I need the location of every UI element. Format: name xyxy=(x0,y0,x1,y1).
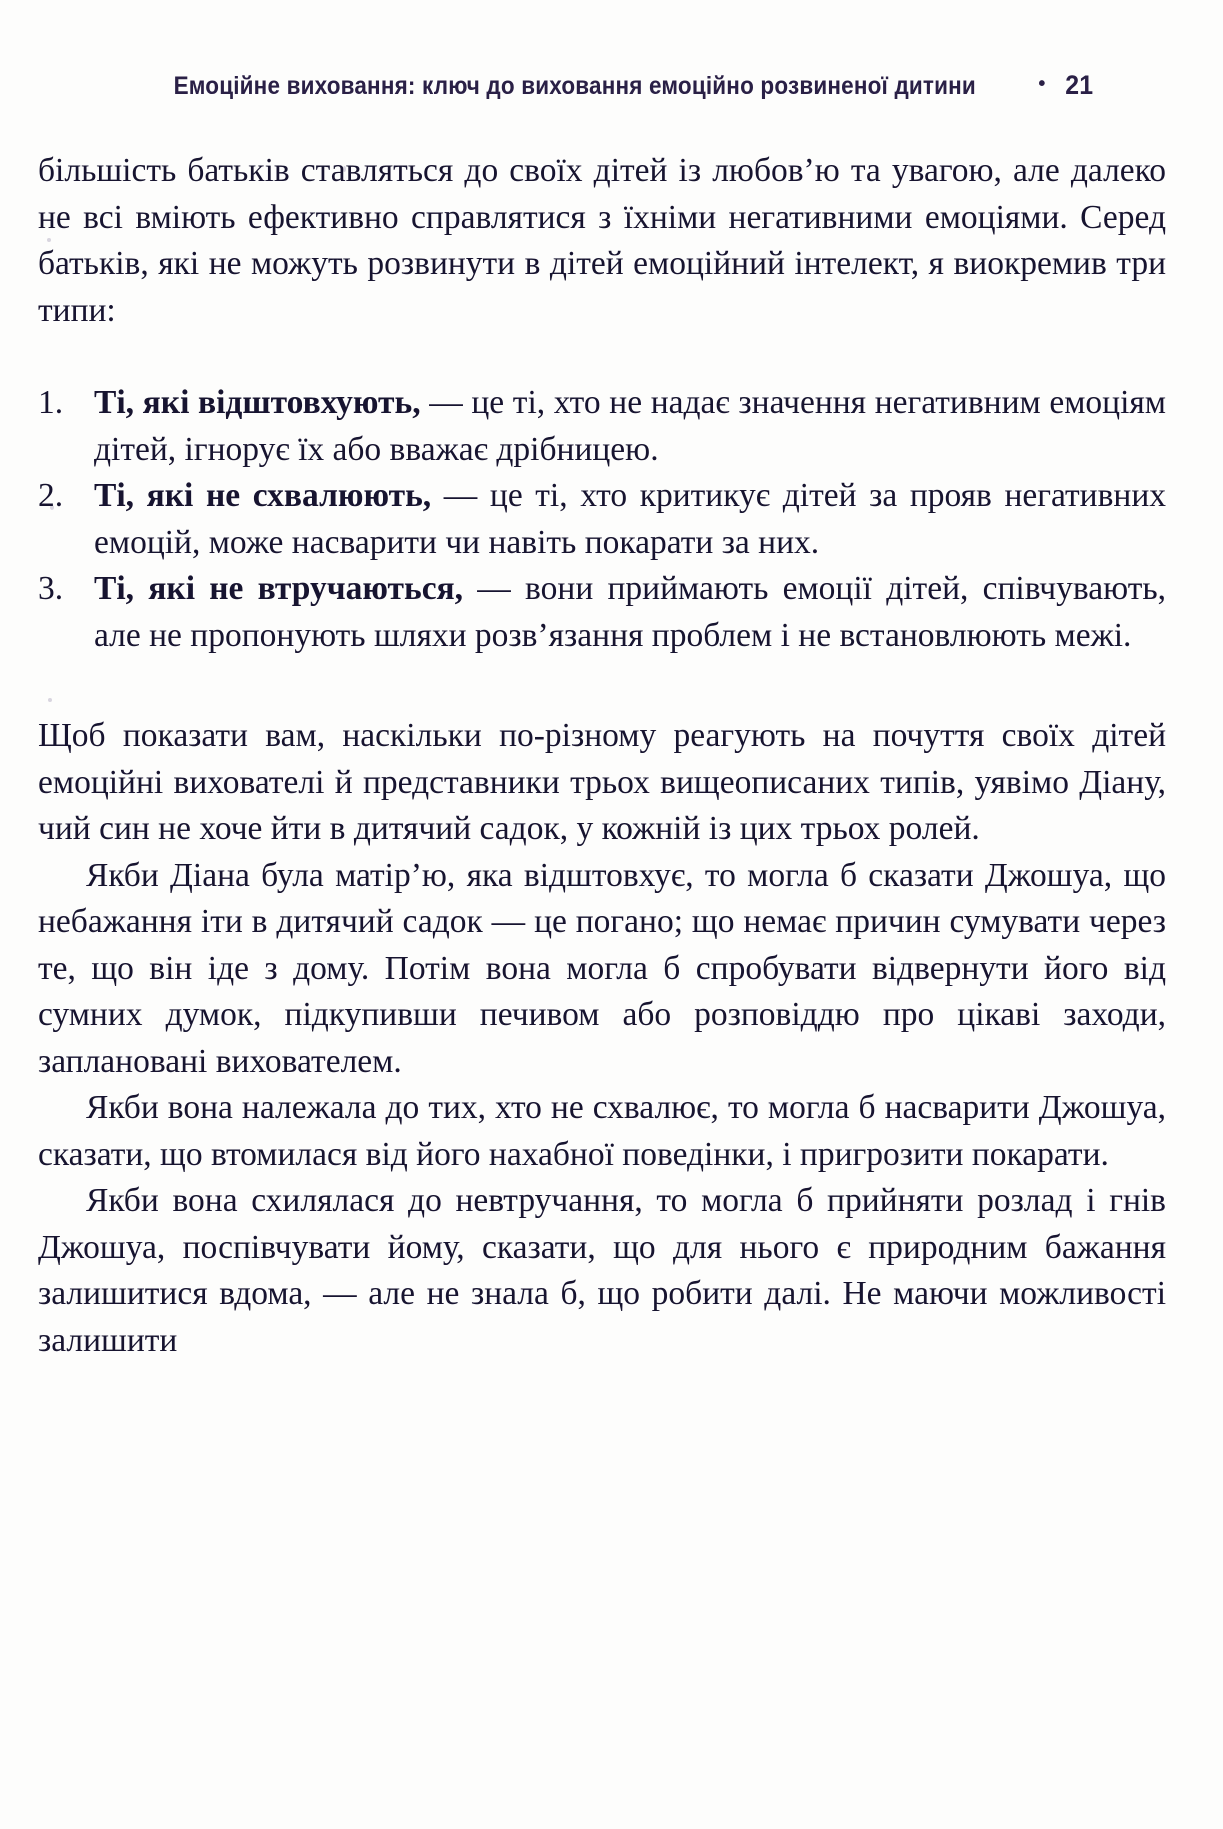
paragraph-intro: більшість батьків ставляться до своїх дітей із любов’ю та увагою, але далеко не всі вміють ефективно справлятися з їхніми негативними емоціями. Серед батьків, які не можуть розвинути в дітей емоційний інтелект, я виокремив три типи: xyxy=(38,152,1166,329)
paragraph-disapproving: Якби вона належала до тих, хто не схвалює, то могла б насварити Джошуа, сказати, що втомилася від його нахабної поведінки, і пригрозити покарати. xyxy=(38,1089,1166,1173)
running-header xyxy=(0,70,1223,110)
parenting-types-list xyxy=(38,380,1166,659)
list-item-marker: 1. xyxy=(38,384,64,421)
paragraph-laissez-faire: Якби вона схилялася до невтручання, то могла б прийняти розлад і гнів Джошуа, поспівчувати йому, сказати, що для нього є природним бажання залишитися вдома, — але не знала б, що робити далі. Не маючи можливості залишити xyxy=(38,1182,1166,1359)
list-item-lead: Ті, які не втручаються, xyxy=(94,570,464,607)
running-header-title: Емоційне виховання: ключ до виховання емоційно розвиненої дитини xyxy=(173,72,976,100)
paragraph-diana-intro: Щоб показати вам, наскільки по-різному реагують на почуття своїх дітей емоційні вихователі й представники трьох вищеописаних типів, уявімо Діану, чий син не хоче йти в дитячий садок, у кожній із цих трьох ролей. xyxy=(38,717,1166,847)
text-column xyxy=(38,148,1166,1364)
bullet-separator-icon: • xyxy=(1038,73,1046,95)
list-item-rest: — це ті, хто критикує дітей за прояв негативних емоцій, може насварити чи навіть покарати за них. xyxy=(94,477,1167,561)
list-item xyxy=(38,566,1166,659)
list-item-rest: — вони приймають емоції дітей, співчувають, але не пропонують шляхи розв’язання проблем і не встановлюють межі. xyxy=(94,570,1166,654)
paragraph-dismissing: Якби Діана була матір’ю, яка відштовхує, то могла б сказати Джошуа, що небажання іти в дитячий садок — це погано; що немає причин сумувати через те, що він іде з дому. Потім вона могла б спробувати відвернути його від сумних думок, підкупивши печивом або розповіддю про цікаві заходи, заплановані вихователем. xyxy=(38,856,1166,1080)
list-item-lead: Ті, які відштовхують, xyxy=(94,384,421,421)
list-item-marker: 3. xyxy=(38,570,64,607)
list-item xyxy=(38,380,1166,473)
list-item-rest: — це ті, хто не надає значення негативним емоціям дітей, ігнорує їх або вважає дрібницею. xyxy=(94,384,1166,468)
list-top-spacer xyxy=(38,334,1166,380)
list-item xyxy=(38,473,1166,566)
list-item-lead: Ті, які не схвалюють, xyxy=(94,477,432,514)
list-bottom-spacer xyxy=(38,659,1166,713)
page-number: 21 xyxy=(1064,70,1093,100)
list-item-marker: 2. xyxy=(38,477,64,514)
